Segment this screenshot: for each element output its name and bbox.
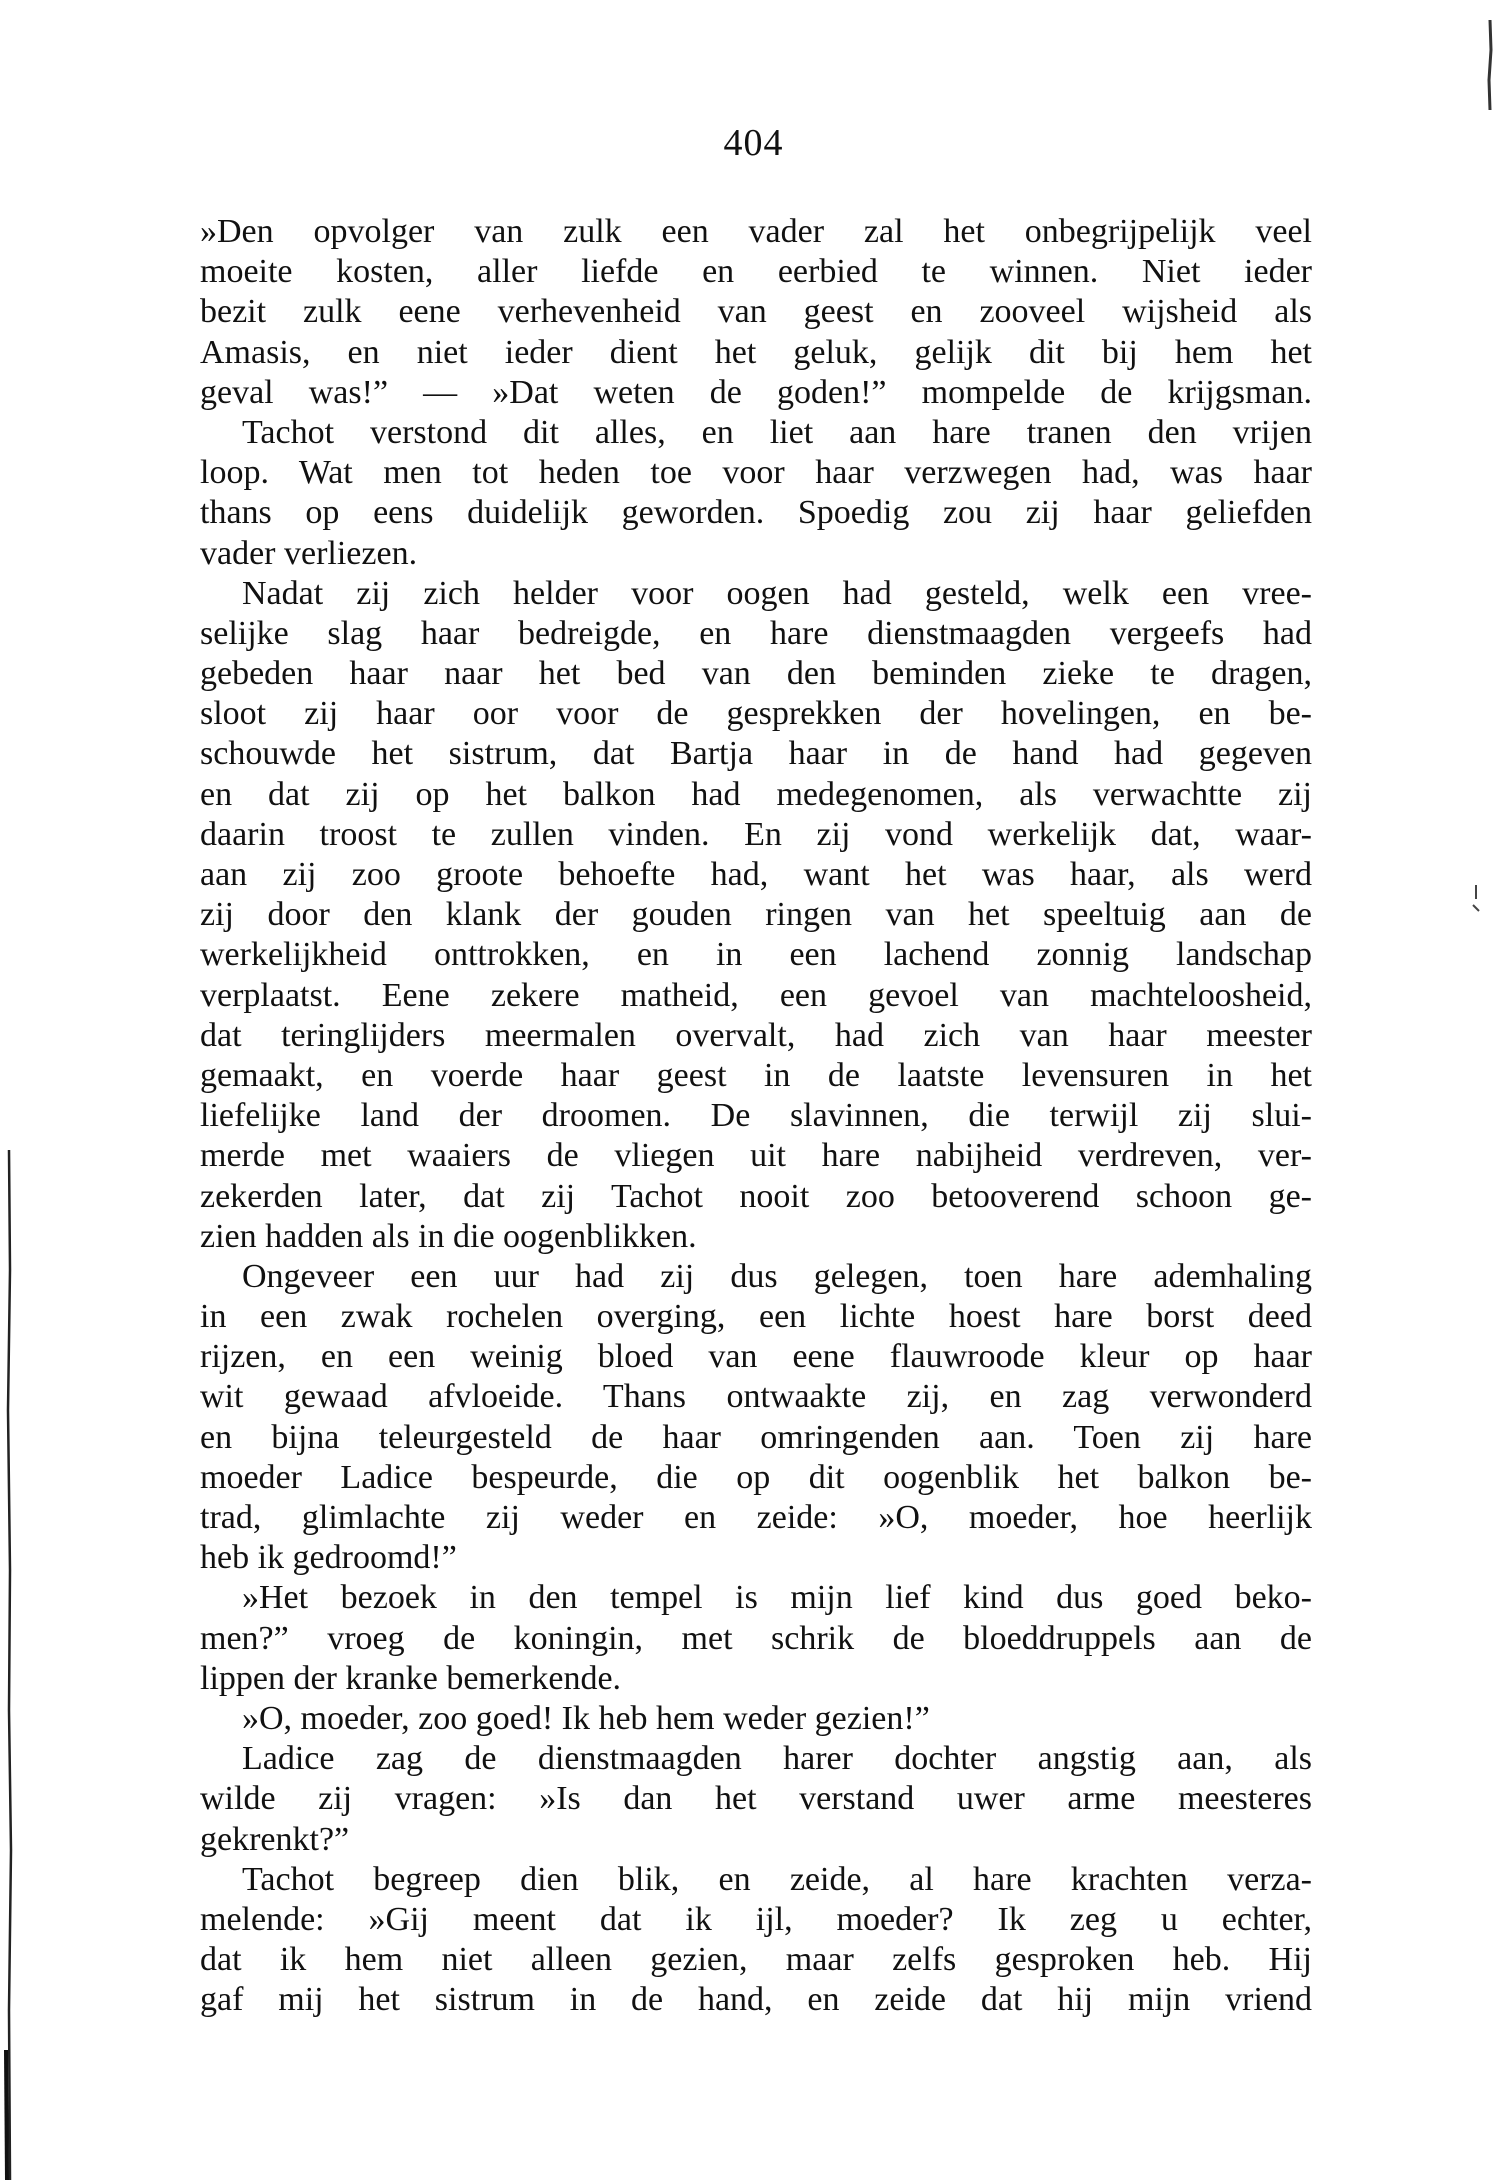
text-line: moeder Ladice bespeurde, die op dit oogenblik het balkon be- (200, 1458, 1312, 1496)
text-line: wilde zij vragen: »Is dan het verstand uwer arme meesteres (200, 1780, 1312, 1818)
text-line: verplaatst. Eene zekere matheid, een gevoel van machteloosheid, (200, 976, 1312, 1014)
text-line: »O, moeder, zoo goed! Ik heb hem weder gezien!” (242, 1699, 930, 1737)
text-line: heb ik gedroomd!” (200, 1539, 457, 1577)
text-line: daarin troost te zullen vinden. En zij vond werkelijk dat, waar- (200, 815, 1312, 853)
text-line: gaf mij het sistrum in de hand, en zeide dat hij mijn vriend (200, 1981, 1312, 2019)
scan-speck (1471, 885, 1481, 915)
text-line: »Het bezoek in den tempel is mijn lief kind dus goed beko- (242, 1579, 1312, 1617)
text-line: Tachot begreep dien blik, en zeide, al hare krachten verza- (242, 1860, 1312, 1898)
text-line: »Den opvolger van zulk een vader zal het onbegrijpelijk veel (200, 213, 1312, 250)
text-line: aan zij zoo groote behoefte had, want het was haar, als werd (200, 856, 1312, 893)
body-text (200, 212, 1312, 2020)
text-line: en dat zij op het balkon had medegenomen, als verwachtte zij (200, 775, 1312, 813)
text-line: zekerden later, dat zij Tachot nooit zoo betooverend schoon ge- (200, 1177, 1312, 1215)
text-line: merde met waaiers de vliegen uit hare nabijheid verdreven, ver- (200, 1137, 1312, 1175)
text-line: gemaakt, en voerde haar geest in de laatste levensuren in het (200, 1056, 1312, 1094)
text-line: Nadat zij zich helder voor oogen had gesteld, welk een vree- (242, 574, 1312, 612)
text-line: Ongeveer een uur had zij dus gelegen, toen hare ademhaling (242, 1257, 1312, 1295)
text-line: zien hadden als in die oogenblikken. (200, 1217, 697, 1255)
text-line: loop. Wat men tot heden toe voor haar verzwegen had, was haar (200, 454, 1312, 492)
text-line: Amasis, en niet ieder dient het geluk, gelijk dit bij hem het (200, 333, 1312, 371)
text-line: wit gewaad afvloeide. Thans ontwaakte zij, en zag verwonderd (200, 1378, 1312, 1416)
scan-edge-left-shadow (4, 1150, 14, 2180)
text-line: rijzen, en een weinig bloed van eene flauwroode kleur op haar (200, 1338, 1312, 1376)
text-line: Ladice zag de dienstmaagden harer dochter angstig aan, als (242, 1740, 1312, 1778)
text-line: geval was!” — »Dat weten de goden!” mompelde de krijgsman. (200, 373, 1312, 411)
page-number: 404 (723, 122, 784, 164)
text-line: schouwde het sistrum, dat Bartja haar in de hand had gegeven (200, 735, 1312, 773)
text-line: men?” vroeg de koningin, met schrik de bloeddruppels aan de (200, 1619, 1312, 1657)
text-line: dat ik hem niet alleen gezien, maar zelfs gesproken heb. Hij (200, 1941, 1312, 1979)
scan-edge-right-mark (1483, 20, 1497, 110)
text-line: melende: »Gij meent dat ik ijl, moeder? Ik zeg u echter, (200, 1900, 1312, 1938)
text-line: liefelijke land der droomen. De slavinnen, die terwijl zij slui- (200, 1097, 1312, 1135)
text-line: in een zwak rochelen overging, een lichte hoest hare borst deed (200, 1298, 1312, 1336)
text-line: trad, glimlachte zij weder en zeide: »O, moeder, hoe heerlijk (200, 1499, 1312, 1536)
text-line: gekrenkt?” (200, 1820, 350, 1858)
text-line: moeite kosten, aller liefde en eerbied te winnen. Niet ieder (200, 253, 1312, 291)
text-line: werkelijkheid onttrokken, en in een lachend zonnig landschap (200, 936, 1312, 974)
text-line: bezit zulk eene verhevenheid van geest en zooveel wijsheid als (200, 293, 1312, 331)
text-line: en bijna teleurgesteld de haar omringenden aan. Toen zij hare (200, 1418, 1312, 1456)
text-line: selijke slag haar bedreigde, en hare dienstmaagden vergeefs had (200, 614, 1312, 652)
text-line: sloot zij haar oor voor de gesprekken der hovelingen, en be- (200, 695, 1312, 733)
text-line: dat teringlijders meermalen overvalt, had zich van haar meester (200, 1016, 1312, 1054)
text-line: lippen der kranke bemerkende. (200, 1659, 622, 1697)
text-line: thans op eens duidelijk geworden. Spoedig zou zij haar geliefden (200, 494, 1312, 532)
text-line: Tachot verstond dit alles, en liet aan hare tranen den vrijen (242, 413, 1312, 451)
text-line: zij door den klank der gouden ringen van het speeltuig aan de (200, 896, 1312, 934)
text-line: vader verliezen. (200, 534, 418, 572)
text-line: gebeden haar naar het bed van den beminden zieke te dragen, (200, 655, 1312, 693)
